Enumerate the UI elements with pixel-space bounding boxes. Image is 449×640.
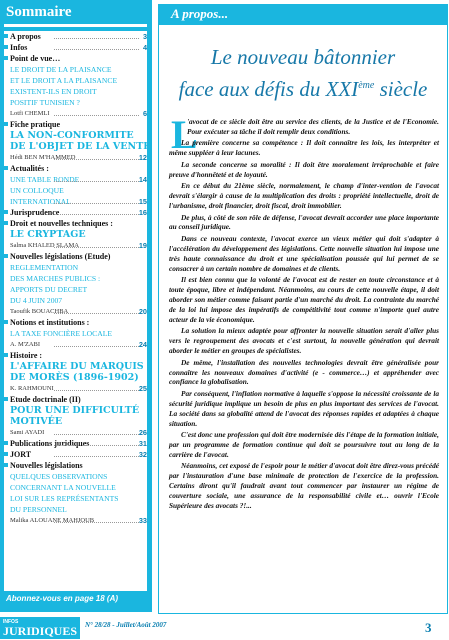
toc-entry-text: Malika ALOUANE MAHJOUB bbox=[10, 517, 95, 524]
toc-page-number: 16 bbox=[138, 208, 147, 217]
subscribe-note: Abonnez-vous en page 18 (A) bbox=[6, 594, 119, 603]
toc-entry-text: EXISTENT-ILS EN DROIT bbox=[10, 87, 97, 96]
bullet-icon bbox=[4, 452, 8, 456]
leader-dots bbox=[54, 313, 139, 314]
toc-entry bbox=[4, 141, 149, 152]
toc-entry bbox=[4, 416, 149, 427]
toc-entry bbox=[4, 53, 149, 64]
toc-entry-text: POUR UNE DIFFICULTÉ bbox=[10, 405, 140, 416]
leader-dots bbox=[54, 115, 139, 116]
leader-dots bbox=[54, 434, 139, 435]
toc-entry-text: Notions et institutions : bbox=[10, 318, 90, 327]
bullet-icon bbox=[4, 56, 8, 60]
toc-entry bbox=[4, 372, 149, 383]
article-paragraph: Néanmoins, cet exposé de l'espoir pour le métier d'avocat doit être direz-vous précédé par l'instauration d'une base minimale de protection de l'exercice de la profession. Certains diront qu'il faudrait avant tout commencer par instaurer un régime de couverture sociale, une assurance de la responsabilité civile et… ouvrir l'Ecole Supérieure des avocats ?!... bbox=[169, 461, 439, 511]
section-banner bbox=[159, 5, 447, 25]
toc-page-number: 3 bbox=[142, 32, 147, 41]
article-paragraph: 'avocat de ce siècle doit être au service des clients, de la Justice et de l'Economie. Pour exécuter sa tâche il doit remplir deux conditions. bbox=[187, 117, 439, 136]
toc-entry-text: Salma KHALED SLAMA bbox=[10, 242, 79, 249]
toc-entry bbox=[4, 515, 149, 526]
toc-entry bbox=[4, 31, 149, 42]
toc-entry bbox=[4, 64, 149, 75]
headline-line-2 bbox=[159, 77, 447, 102]
toc-page-number: 4 bbox=[142, 43, 147, 52]
logo-main-text: JURIDIQUES bbox=[3, 624, 78, 638]
headline-end: siècle bbox=[374, 77, 428, 101]
toc-entry bbox=[4, 438, 149, 449]
toc-entry-text: DU 4 JUIN 2007 bbox=[10, 296, 63, 305]
bullet-icon bbox=[4, 463, 8, 467]
article-paragraph: De plus, à côté de son rôle de défense, l'avocat devrait accorder une place importante au conseil juridique. bbox=[169, 212, 439, 232]
toc-entry-text: Actualités : bbox=[10, 164, 49, 173]
leader-dots bbox=[54, 49, 139, 50]
article-paragraph: Dans ce nouveau contexte, l'avocat exerce un vieux métier qui doit s'adapter à l'accélération du développement des législations. Cette nouvelle situation lui impose une très haute connaissance du droit et une spécialisation poussée qui lui permet de se consacrer à un certain nombre de domaines et de clients. bbox=[169, 233, 439, 273]
toc-entry-text: Jurisprudence bbox=[10, 208, 60, 217]
toc-page-number: 25 bbox=[138, 384, 147, 393]
toc-entry-text: Fiche pratique bbox=[10, 120, 60, 129]
toc-entry bbox=[4, 273, 149, 284]
toc-entry-text: Hédi BEN M'HAMMED bbox=[10, 154, 76, 161]
toc-entry-text: Nouvelles législations bbox=[10, 461, 83, 470]
toc-entry bbox=[4, 361, 149, 372]
toc-entry bbox=[4, 350, 149, 361]
toc-entry bbox=[4, 86, 149, 97]
article-paragraph: La seconde concerne sa moralité : Il doit être moralement irréprochable et faire preuve d'honnêteté et de loyauté. bbox=[169, 159, 439, 179]
toc-entry bbox=[4, 196, 149, 207]
article bbox=[158, 4, 448, 614]
table-of-contents bbox=[0, 0, 152, 612]
toc-entry bbox=[4, 130, 149, 141]
toc-page-number: 6 bbox=[142, 109, 147, 118]
toc-page-number: 12 bbox=[138, 153, 147, 162]
toc-entry bbox=[4, 97, 149, 108]
toc-entry-text: K. RAHMOUNI bbox=[10, 385, 54, 392]
leader-dots bbox=[54, 214, 139, 215]
issue-info: N° 28/28 - Juillet/Août 2007 bbox=[85, 621, 167, 629]
toc-entry bbox=[4, 317, 149, 328]
bullet-icon bbox=[4, 166, 8, 170]
bullet-icon bbox=[4, 397, 8, 401]
article-paragraph: De même, l'installation des nouvelles technologies devrait être généralisée pour connaître les nouveaux domaines d'activité (e - commerce…) et appréhender avec confiance la globalisation. bbox=[169, 357, 439, 387]
toc-entry-text: DE MORÈS (1896-1902) bbox=[10, 372, 139, 383]
bullet-icon bbox=[4, 441, 8, 445]
leader-dots bbox=[54, 159, 139, 160]
toc-entry-text: LE DROIT DE LA PLAISANCE bbox=[10, 65, 112, 74]
toc-entry bbox=[4, 108, 149, 119]
toc-entry-text: LA TAXE FONCIÈRE LOCALE bbox=[10, 329, 112, 338]
toc-divider bbox=[4, 24, 147, 27]
toc-entry-text: MOTIVÉE bbox=[10, 416, 63, 427]
toc-entry bbox=[4, 394, 149, 405]
toc-page-number: 19 bbox=[138, 241, 147, 250]
leader-dots bbox=[54, 522, 139, 523]
toc-entry bbox=[4, 75, 149, 86]
toc-entry bbox=[4, 449, 149, 460]
bullet-icon bbox=[4, 34, 8, 38]
toc-entry bbox=[4, 185, 149, 196]
leader-dots bbox=[54, 38, 139, 39]
toc-entry bbox=[4, 339, 149, 350]
magazine-logo bbox=[0, 617, 80, 639]
toc-entry bbox=[4, 163, 149, 174]
toc-page-number: 20 bbox=[138, 307, 147, 316]
toc-entry-text: Histoire : bbox=[10, 351, 43, 360]
article-paragraph: Il est bien connu que la volonté de l'avocat est de rester en toute circonstance et à toute époque, libre et indépendant. Néanmoins, au cours de cette nouvelle étape, il doit aborder son métier comme faisant partie d'un marché du droit. La contrainte du marché de la loi lui impose des impératifs de compétitivité tout comme n'importe quel autre acteur de la vie économique. bbox=[169, 275, 439, 324]
toc-entry-text: LOI SUR LES REPRÉSENTANTS bbox=[10, 494, 119, 503]
bullet-icon bbox=[4, 221, 8, 225]
toc-entry-text: Lotfi CHEMLI bbox=[10, 110, 50, 117]
toc-page-number: 32 bbox=[138, 450, 147, 459]
toc-page-number: 15 bbox=[138, 197, 147, 206]
toc-entry-text: DE L'OBJET DE LA VENTE bbox=[10, 141, 151, 152]
toc-entry-text: Publications juridiques bbox=[10, 439, 90, 448]
toc-entry-text: Infos bbox=[10, 43, 28, 52]
toc-entry bbox=[4, 284, 149, 295]
leader-dots bbox=[54, 390, 139, 391]
leader-dots bbox=[54, 203, 139, 204]
article-body bbox=[169, 112, 439, 513]
toc-entry-text: Nouvelles législations (Etude) bbox=[10, 252, 111, 261]
toc-title: Sommaire bbox=[6, 4, 72, 20]
article-paragraph: En ce début du 21ème siècle, normalement, le champ d'inter-vention de l'avocat devrait s'élargir à cause de la multiplication des droits : propriété intellectuelle, droit de l'urbanisme, droit financier, droit fiscal, droit immobilier. bbox=[169, 181, 439, 211]
toc-entry bbox=[4, 405, 149, 416]
toc-entry-text: LA NON-CONFORMITE bbox=[10, 130, 134, 141]
article-paragraph: Par conséquent, l'inflation normative à laquelle s'oppose la nécessité croissante de la sécurité juridique implique un besoin de plus en plus important des services de l'avocat. La société dans sa globalité attend de l'avocat des réponses rapides et adaptées à chaque situation. bbox=[169, 388, 439, 428]
bullet-icon bbox=[4, 122, 8, 126]
toc-entry bbox=[4, 482, 149, 493]
toc-entry bbox=[4, 427, 149, 438]
toc-entry-text: DES MARCHES PUBLICS : bbox=[10, 274, 101, 283]
toc-entry-text: CONCERNANT LA NOUVELLE bbox=[10, 483, 116, 492]
leader-dots bbox=[54, 346, 139, 347]
toc-entry-text: UNE TABLE RONDE bbox=[10, 175, 80, 184]
leader-dots bbox=[54, 445, 139, 446]
toc-entry-text: QUELQUES OBSERVATIONS bbox=[10, 472, 108, 481]
toc-entry bbox=[4, 262, 149, 273]
toc-entry-text: A. M'ZABI bbox=[10, 341, 41, 348]
leader-dots bbox=[54, 247, 139, 248]
toc-entry-text: L'AFFAIRE DU MARQUIS bbox=[10, 361, 144, 372]
toc-entry-text: Taoufik BOUACHBA bbox=[10, 308, 69, 315]
toc-entry-text: DU PERSONNEL bbox=[10, 505, 67, 514]
toc-entry-text: LE CRYPTAGE bbox=[10, 229, 86, 240]
toc-entry bbox=[4, 174, 149, 185]
toc-entry bbox=[4, 493, 149, 504]
leader-dots bbox=[54, 181, 139, 182]
logo-top-text: INFOS bbox=[3, 619, 19, 625]
toc-entry bbox=[4, 383, 149, 394]
article-paragraph: C'est donc une profession qui doit être modernisée dès l'étape de la formation initiale, par un programme de formation continue qui doit se poursuivre tout au long de la carrière de l'avocat. bbox=[169, 430, 439, 459]
headline-line-1: Le nouveau bâtonnier bbox=[210, 45, 396, 69]
toc-entry bbox=[4, 306, 149, 317]
toc-entry-text: JORT bbox=[10, 450, 32, 459]
toc-entry-text: REGLEMENTATION bbox=[10, 263, 79, 272]
toc-entry bbox=[4, 119, 149, 130]
headline-main: face aux défis du XXI bbox=[178, 77, 359, 101]
toc-entry bbox=[4, 229, 149, 240]
toc-entry bbox=[4, 218, 149, 229]
toc-page-number: 31 bbox=[138, 439, 147, 448]
bullet-icon bbox=[4, 45, 8, 49]
toc-entry bbox=[4, 42, 149, 53]
toc-entry-text: UN COLLOQUE bbox=[10, 186, 64, 195]
toc-page-number: 26 bbox=[138, 428, 147, 437]
toc-entry-text: Etude doctrinale (II) bbox=[10, 395, 81, 404]
toc-entry-text: Droit et nouvelles techniques : bbox=[10, 219, 113, 228]
section-label: A propos... bbox=[171, 6, 229, 21]
toc-entries bbox=[4, 31, 149, 526]
drop-cap: L bbox=[171, 112, 198, 157]
toc-page-number: 14 bbox=[138, 175, 147, 184]
page-number: 3 bbox=[425, 620, 432, 635]
toc-entry-text: Sami AYADI bbox=[10, 429, 45, 436]
toc-entry-text: Point de vue… bbox=[10, 54, 61, 63]
toc-entry bbox=[4, 207, 149, 218]
toc-entry-text: A propos bbox=[10, 32, 41, 41]
toc-entry-text: POSITIF TUNISIEN ? bbox=[10, 98, 80, 107]
toc-page-number: 33 bbox=[138, 516, 147, 525]
toc-entry bbox=[4, 152, 149, 163]
bullet-icon bbox=[4, 320, 8, 324]
article-paragraph: La première concerne sa compétence : Il doit connaître les lois, les interpréter et même suppléer à leur lacunes. bbox=[169, 138, 439, 158]
bullet-icon bbox=[4, 254, 8, 258]
toc-entry-text: INTERNATIONAL bbox=[10, 197, 71, 206]
toc-entry bbox=[4, 460, 149, 471]
headline-superscript: ème bbox=[358, 80, 375, 91]
bullet-icon bbox=[4, 353, 8, 357]
toc-entry bbox=[4, 504, 149, 515]
toc-entry bbox=[4, 251, 149, 262]
leader-dots bbox=[54, 456, 139, 457]
toc-page-number: 24 bbox=[138, 340, 147, 349]
toc-entry-text: ET LE DROIT A LA PLAISANCE bbox=[10, 76, 118, 85]
article-paragraph: La solution la mieux adaptée pour affronter la nouvelle situation serait d'aller plus vers le regroupement des avocats et c'est surtout, la nouvelle génération qui devrait aborder le métier en groupes de spécialistes. bbox=[169, 326, 439, 356]
toc-entry bbox=[4, 471, 149, 482]
toc-entry-text: APPORTS DU DECRET bbox=[10, 285, 88, 294]
toc-entry bbox=[4, 240, 149, 251]
toc-entry bbox=[4, 328, 149, 339]
toc-entry bbox=[4, 295, 149, 306]
bullet-icon bbox=[4, 210, 8, 214]
